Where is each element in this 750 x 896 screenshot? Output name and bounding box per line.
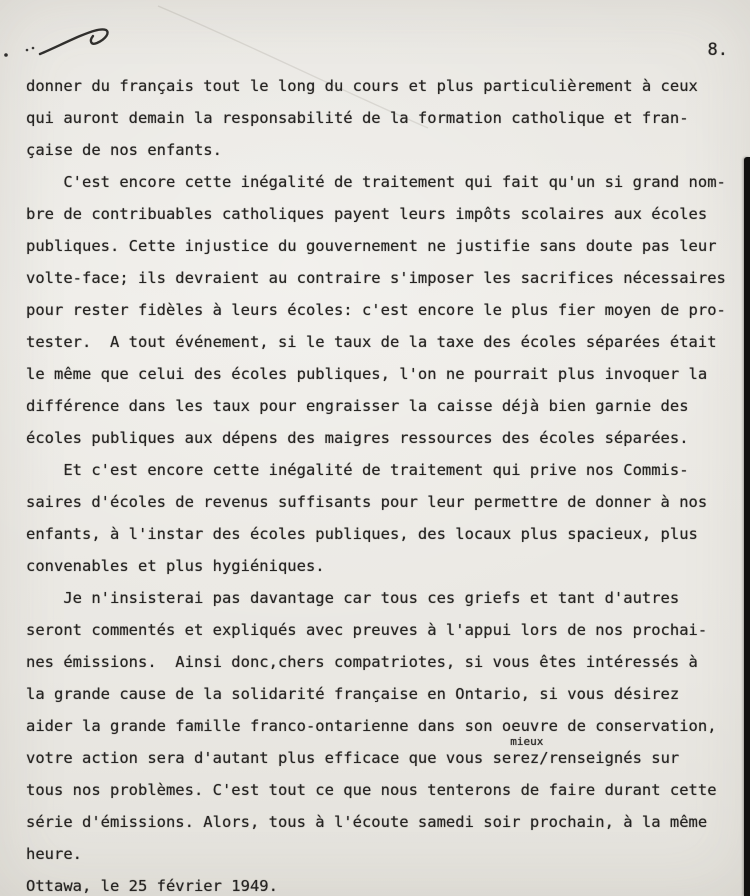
- document-line: Je n'insisterai pas davantage car tous ces griefs et tant d'autres: [26, 589, 680, 607]
- page-number: 8.: [707, 40, 728, 60]
- insertion-line-before: votre action sera d'autant plus efficace que vous serez: [26, 749, 540, 767]
- document-line-with-insertion: [26, 735, 750, 774]
- document-line: qui auront demain la responsabilité de la formation catholique et fran-: [26, 109, 689, 127]
- document-line: Et c'est encore cette inégalité de traitement qui prive nos Commis-: [26, 461, 689, 479]
- document-line: série d'émissions. Alors, tous à l'écoute samedi soir prochain, à la même: [26, 813, 708, 831]
- document-line: tester. A tout événement, si le taux de la taxe des écoles séparées était: [26, 333, 717, 351]
- insertion-slash: /: [539, 749, 549, 767]
- insertion-line-after: renseignés sur: [548, 749, 680, 767]
- inserted-word-above: mieux: [510, 735, 544, 748]
- document-line: volte-face; ils devraient au contraire s'imposer les sacrifices nécessaires: [26, 269, 726, 287]
- document-line: donner du français tout le long du cours et plus particulièrement à ceux: [26, 77, 698, 95]
- document-line: publiques. Cette injustice du gouvernement ne justifie sans doute pas leur: [26, 237, 717, 255]
- document-line: le même que celui des écoles publiques, l'on ne pourrait plus invoquer la: [26, 365, 708, 383]
- document-line: écoles publiques aux dépens des maigres ressources des écoles séparées.: [26, 429, 689, 447]
- document-line: aider la grande famille franco-ontarienne dans son oeuvre de conservation,: [26, 717, 717, 735]
- document-line: saires d'écoles de revenus suffisants pour leur permettre de donner à nos: [26, 493, 708, 511]
- document-line: pour rester fidèles à leurs écoles: c'est encore le plus fier moyen de pro-: [26, 301, 726, 319]
- scan-edge-strip: [744, 157, 750, 896]
- document-line: seront commentés et expliqués avec preuves à l'appui lors de nos prochai-: [26, 621, 708, 639]
- document-line: C'est encore cette inégalité de traitement qui fait qu'un si grand nom-: [26, 173, 726, 191]
- document-line: enfants, à l'instar des écoles publiques, des locaux plus spacieux, plus: [26, 525, 698, 543]
- document-line: convenables et plus hygiéniques.: [26, 557, 325, 575]
- dateline: Ottawa, le 25 février 1949.: [26, 877, 278, 895]
- document-line: bre de contribuables catholiques payent leurs impôts scolaires aux écoles: [26, 205, 708, 223]
- insertion-anchor: [510, 735, 549, 767]
- document-line: différence dans les taux pour engraisser la caisse déjà bien garnie des: [26, 397, 689, 415]
- document-line: heure.: [26, 845, 82, 863]
- document-line: çaise de nos enfants.: [26, 141, 222, 159]
- document-line: tous nos problèmes. C'est tout ce que nous tenterons de faire durant cette: [26, 781, 717, 799]
- document-line: la grande cause de la solidarité française en Ontario, si vous désirez: [26, 685, 680, 703]
- document-line: nes émissions. Ainsi donc,chers compatriotes, si vous êtes intéressés à: [26, 653, 698, 671]
